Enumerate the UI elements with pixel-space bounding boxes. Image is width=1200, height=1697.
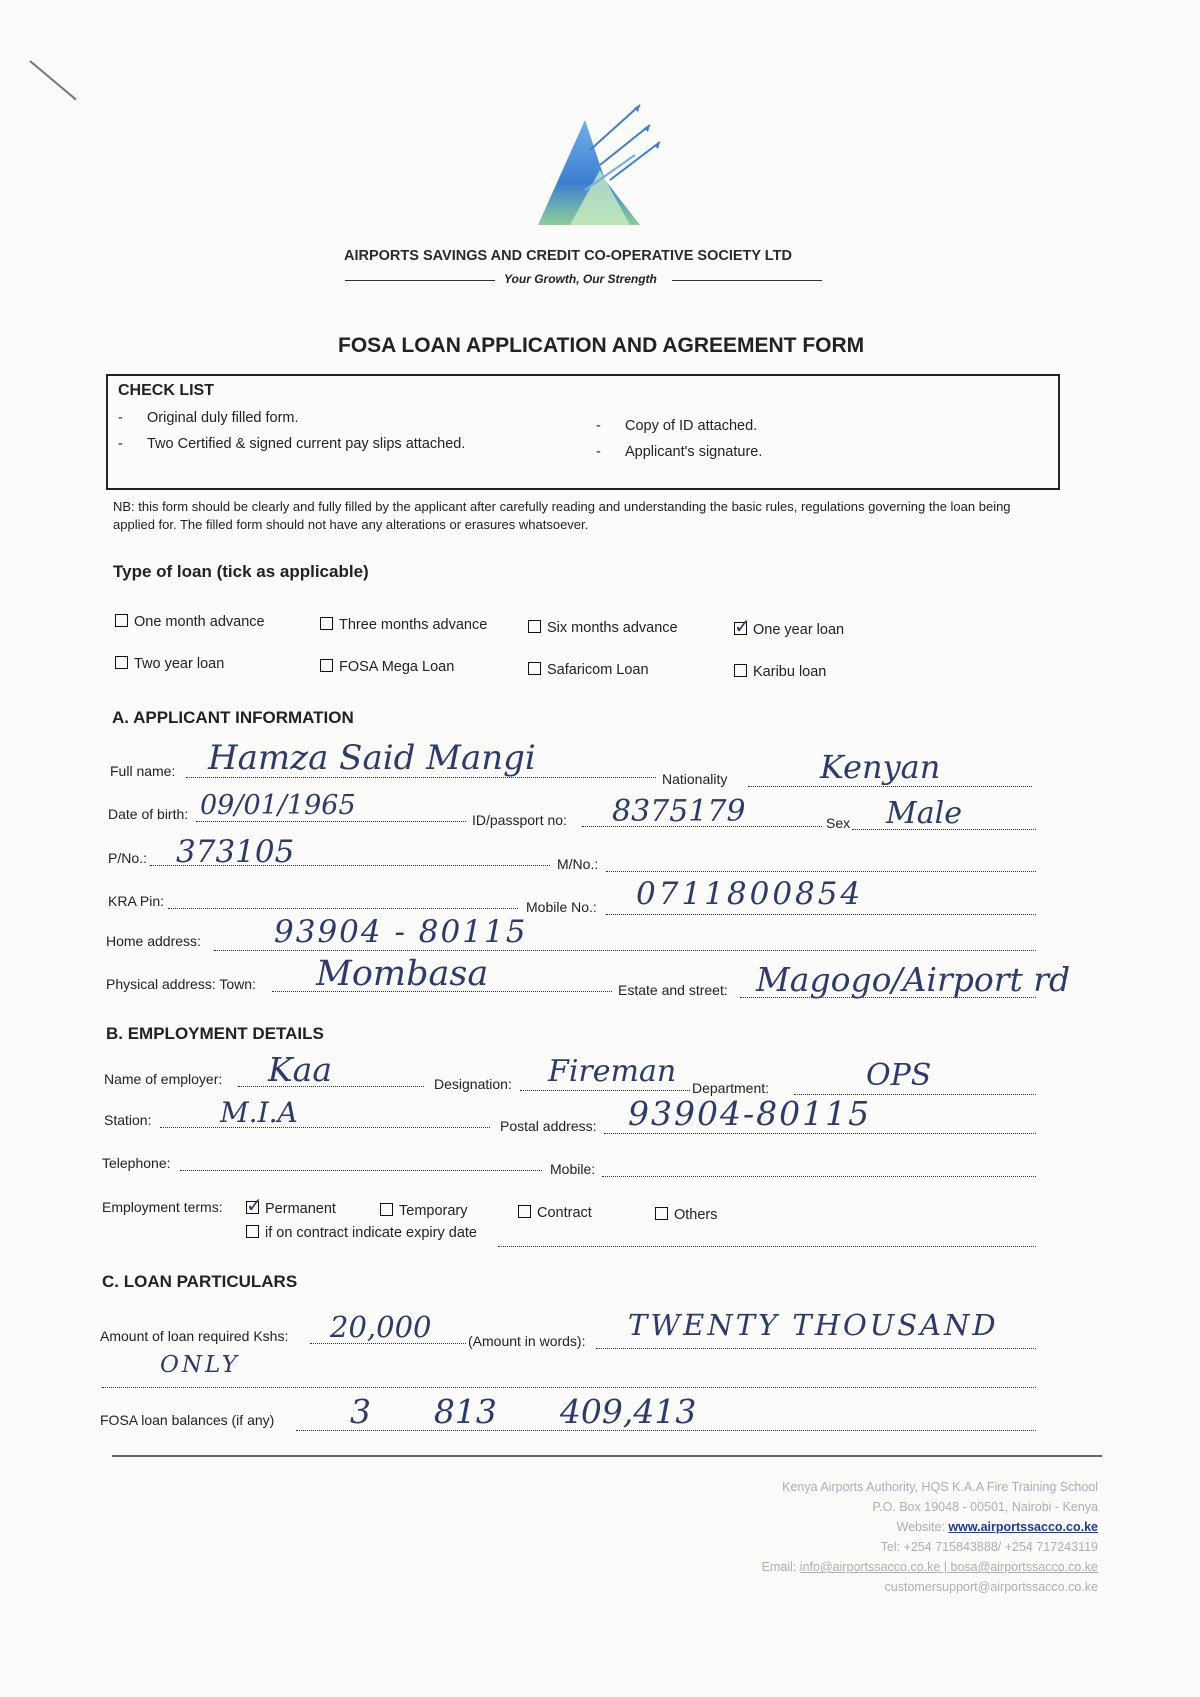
amount-words-value-2[interactable]: ONLY	[160, 1352, 240, 1378]
postal-label: Postal address:	[500, 1118, 597, 1134]
terms-others[interactable]: Others	[655, 1207, 718, 1223]
town-label: Physical address: Town:	[106, 976, 256, 992]
station-value[interactable]: M.I.A	[220, 1096, 298, 1129]
form-note: NB: this form should be clearly and fully filled by the applicant after carefully reading and understanding the basic rules, regulations governing the loan being applied for. The filled form should not have any alterations or erasures whatsoever.	[113, 499, 1011, 532]
employer-label: Name of employer:	[104, 1071, 223, 1087]
footer-address-1: Kenya Airports Authority, HQS K.A.A Fire Training School	[782, 1480, 1098, 1494]
kra-label: KRA Pin:	[108, 893, 165, 909]
checkbox[interactable]	[518, 1205, 531, 1218]
full-name-label: Full name:	[110, 763, 176, 779]
checkbox[interactable]	[246, 1193, 263, 1217]
loan-option-safaricom[interactable]: Safaricom Loan	[528, 662, 649, 678]
scan-mark	[29, 60, 76, 100]
checklist-item: - Applicant's signature.	[596, 444, 763, 460]
balances-value[interactable]: 3 813 409,413	[350, 1392, 697, 1431]
nationality-label: Nationality	[662, 771, 728, 787]
checklist-box	[106, 374, 1060, 490]
loan-option-six-months[interactable]: Six months advance	[528, 620, 678, 636]
station-line	[160, 1127, 490, 1128]
sacco-logo	[530, 100, 690, 230]
checkbox[interactable]	[115, 656, 128, 669]
pno-value[interactable]: 373105	[176, 834, 295, 870]
estate-value[interactable]: Magogo/Airport rd	[756, 960, 1071, 999]
checkbox[interactable]	[380, 1203, 393, 1216]
amount-value[interactable]: 20,000	[330, 1310, 432, 1344]
designation-line	[520, 1090, 690, 1091]
designation-value[interactable]: Fireman	[548, 1054, 677, 1089]
checklist-item: - Copy of ID attached.	[596, 418, 758, 434]
home-address-line	[214, 950, 1036, 951]
loan-option-fosa-mega[interactable]: FOSA Mega Loan	[320, 659, 454, 675]
loan-option-two-year[interactable]: Two year loan	[115, 656, 224, 672]
sex-label: Sex	[826, 815, 851, 831]
contract-expiry-line	[498, 1246, 1036, 1247]
mobile-label: Mobile No.:	[526, 899, 597, 915]
estate-label: Estate and street:	[618, 982, 728, 998]
amount-label: Amount of loan required Kshs:	[100, 1328, 289, 1344]
form-title: FOSA LOAN APPLICATION AND AGREEMENT FORM	[338, 334, 865, 357]
checkbox[interactable]	[320, 617, 333, 630]
telephone-label: Telephone:	[102, 1155, 171, 1171]
footer-support: customersupport@airportssacco.co.ke	[884, 1580, 1098, 1594]
nationality-line	[748, 786, 1032, 787]
station-label: Station:	[104, 1112, 152, 1128]
balances-label: FOSA loan balances (if any)	[100, 1412, 275, 1428]
checkbox[interactable]	[528, 662, 541, 675]
postal-line	[604, 1133, 1036, 1134]
checklist-item: - Original duly filled form.	[118, 410, 299, 426]
checkbox[interactable]	[246, 1225, 259, 1238]
section-b-heading: B. EMPLOYMENT DETAILS	[106, 1024, 324, 1043]
id-value[interactable]: 8375179	[612, 794, 746, 829]
checklist-title: CHECK LIST	[118, 382, 214, 399]
checklist-item: - Two Certified & signed current pay slips attached.	[118, 436, 466, 452]
id-label: ID/passport no:	[472, 812, 567, 828]
checkbox[interactable]	[734, 614, 751, 638]
checkbox[interactable]	[528, 620, 541, 633]
footer-address-2: P.O. Box 19048 - 00501, Nairobi - Kenya	[872, 1500, 1098, 1514]
tagline-rule-left	[345, 280, 495, 281]
email-links[interactable]: info@airportssacco.co.ke | bosa@airportssacco.co.ke	[799, 1560, 1098, 1574]
home-address-value[interactable]: 93904 - 80115	[274, 914, 528, 950]
full-name-value[interactable]: Hamza Said Mangi	[208, 738, 536, 778]
org-name: AIRPORTS SAVINGS AND CREDIT CO-OPERATIVE SOCIETY LTD	[344, 248, 792, 264]
contract-expiry[interactable]: if on contract indicate expiry date	[246, 1225, 477, 1241]
pno-label: P/No.:	[108, 850, 147, 866]
nationality-value[interactable]: Kenyan	[820, 748, 941, 786]
loan-option-one-month[interactable]: One month advance	[115, 614, 265, 630]
website-link[interactable]: www.airportssacco.co.ke	[948, 1520, 1098, 1534]
tick-mark-icon: ✓	[734, 614, 751, 638]
section-a-heading: A. APPLICANT INFORMATION	[112, 708, 354, 727]
amount-words-line	[596, 1348, 1036, 1349]
checkbox[interactable]	[655, 1207, 668, 1220]
loan-option-one-year[interactable]: ✓ One year loan	[734, 614, 845, 638]
footer-tel: Tel: +254 715843888/ +254 717243119	[880, 1540, 1098, 1554]
loan-option-three-months[interactable]: Three months advance	[320, 617, 487, 633]
department-value[interactable]: OPS	[866, 1058, 932, 1093]
footer-website: Website: www.airportssacco.co.ke	[896, 1520, 1098, 1534]
emp-mobile-line	[602, 1176, 1036, 1177]
dob-line	[196, 821, 466, 822]
loan-type-heading: Type of loan (tick as applicable)	[113, 562, 369, 581]
checkbox[interactable]	[734, 664, 747, 677]
section-c-heading: C. LOAN PARTICULARS	[102, 1272, 298, 1291]
tagline-rule-right	[672, 280, 822, 281]
footer-email: Email: info@airportssacco.co.ke | bosa@airportssacco.co.ke	[761, 1560, 1098, 1574]
postal-value[interactable]: 93904-80115	[628, 1094, 872, 1133]
mno-line	[606, 871, 1036, 872]
dob-label: Date of birth:	[108, 806, 189, 822]
footer-divider	[112, 1455, 1102, 1457]
department-label: Department:	[692, 1080, 770, 1096]
telephone-line	[180, 1170, 542, 1171]
terms-temporary[interactable]: Temporary	[380, 1203, 468, 1219]
checkbox[interactable]	[320, 659, 333, 672]
amount-words-label: (Amount in words):	[468, 1333, 586, 1349]
mno-label: M/No.:	[557, 856, 599, 872]
checkbox[interactable]	[115, 614, 128, 627]
employment-terms-label: Employment terms:	[102, 1199, 223, 1215]
emp-mobile-label: Mobile:	[550, 1161, 596, 1177]
town-value[interactable]: Mombasa	[316, 954, 489, 994]
dob-value[interactable]: 09/01/1965	[200, 790, 356, 821]
loan-option-karibu[interactable]: Karibu loan	[734, 664, 826, 680]
mobile-value[interactable]: 0711800854	[636, 876, 864, 912]
mobile-line	[606, 914, 1036, 915]
terms-permanent[interactable]: ✓ Permanent	[246, 1193, 336, 1217]
amount-words-line-2	[102, 1387, 1036, 1388]
kra-line	[168, 908, 518, 909]
home-address-label: Home address:	[106, 933, 201, 949]
terms-contract[interactable]: Contract	[518, 1205, 592, 1221]
tagline: Your Growth, Our Strength	[504, 272, 657, 286]
designation-label: Designation:	[434, 1076, 512, 1092]
amount-words-value[interactable]: TWENTY THOUSAND	[628, 1308, 999, 1342]
employer-value[interactable]: Kaa	[268, 1050, 333, 1089]
tick-mark-icon: ✓	[246, 1193, 263, 1217]
sex-value[interactable]: Male	[886, 796, 962, 831]
